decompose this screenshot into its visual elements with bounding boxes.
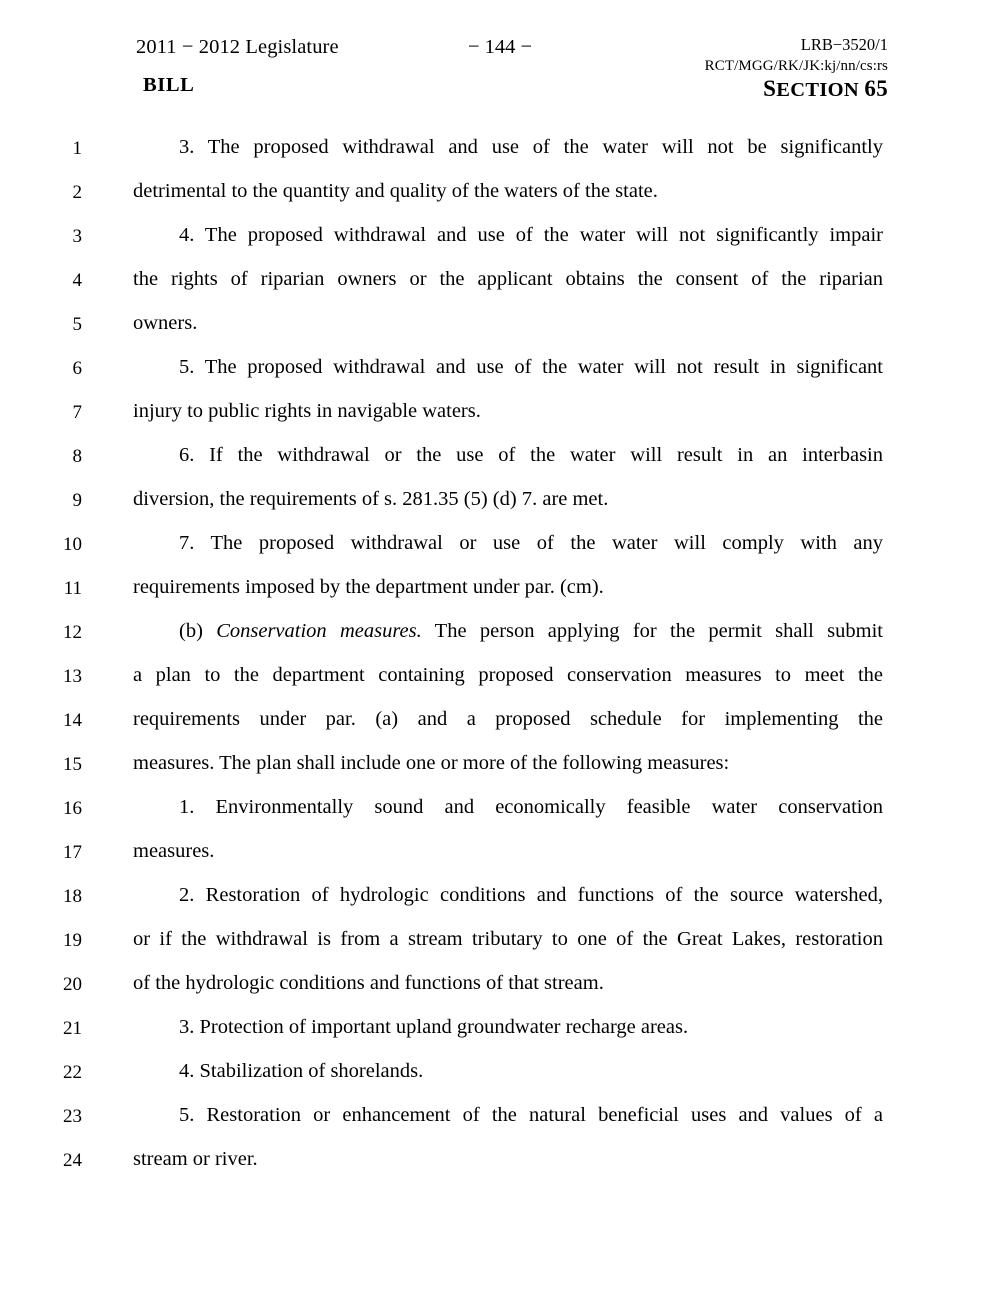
line-segment: measures.	[133, 840, 215, 862]
line-content	[133, 972, 883, 995]
text-line	[0, 172, 1000, 216]
line-content	[133, 1060, 883, 1083]
line-segment: 3. Protection of important upland groundwater recharge areas.	[179, 1016, 689, 1038]
text-line	[0, 216, 1000, 260]
text-line	[0, 788, 1000, 832]
line-content	[133, 312, 883, 335]
text-line	[0, 304, 1000, 348]
line-number: 7	[72, 402, 82, 423]
line-number: 16	[63, 798, 82, 819]
line-content	[133, 532, 883, 555]
text-line	[0, 612, 1000, 656]
line-segment: injury to public rights in navigable waters.	[133, 400, 481, 422]
line-number: 2	[72, 182, 82, 203]
line-number: 22	[63, 1062, 82, 1083]
text-line	[0, 568, 1000, 612]
line-segment: requirements imposed by the department under par. (cm).	[133, 576, 604, 598]
text-line	[0, 524, 1000, 568]
line-number: 20	[63, 974, 82, 995]
line-segment: or if the withdrawal is from a stream tributary to one of the Great Lakes, restoration	[133, 928, 883, 950]
text-line	[0, 480, 1000, 524]
line-content	[133, 1104, 883, 1127]
bill-text-body	[0, 128, 1000, 1184]
line-number: 18	[63, 886, 82, 907]
line-number: 24	[63, 1150, 82, 1171]
document-type-label: BILL	[143, 74, 195, 96]
line-content	[133, 488, 883, 511]
line-content	[133, 1148, 883, 1171]
line-segment: 4. The proposed withdrawal and use of the water will not significantly impair	[179, 224, 883, 246]
line-number: 10	[63, 534, 82, 555]
line-segment: diversion, the requirements of s. 281.35 (5) (d) 7. are met.	[133, 488, 609, 510]
line-segment: a plan to the department containing proposed conservation measures to meet the	[133, 664, 883, 686]
line-number: 1	[72, 138, 82, 159]
line-segment: 6. If the withdrawal or the use of the water will result in an interbasin	[179, 444, 883, 466]
line-segment: 7. The proposed withdrawal or use of the water will comply with any	[179, 532, 883, 554]
text-line	[0, 128, 1000, 172]
section-word-rest: ECTION	[776, 79, 859, 101]
text-line	[0, 1096, 1000, 1140]
line-segment: stream or river.	[133, 1148, 258, 1170]
text-line	[0, 876, 1000, 920]
text-line	[0, 744, 1000, 788]
line-content	[133, 840, 883, 863]
line-segment: 4. Stabilization of shorelands.	[179, 1060, 424, 1082]
line-content	[133, 884, 883, 907]
legislature-session: 2011 − 2012 Legislature	[136, 36, 339, 58]
line-number: 4	[72, 270, 82, 291]
text-line	[0, 920, 1000, 964]
line-content	[133, 664, 883, 687]
line-content	[133, 796, 883, 819]
section-word-lead: S	[763, 76, 777, 101]
line-segment: 5. The proposed withdrawal and use of the water will not result in significant	[179, 356, 883, 378]
line-number: 21	[63, 1018, 82, 1039]
page-number: − 144 −	[467, 36, 533, 58]
line-segment: The person applying for the permit shall submit	[421, 620, 883, 642]
text-line	[0, 832, 1000, 876]
line-content	[133, 620, 883, 643]
text-line	[0, 1008, 1000, 1052]
text-line	[0, 656, 1000, 700]
line-content	[133, 180, 883, 203]
section-number: 65	[864, 76, 888, 101]
draft-identifier	[548, 34, 888, 77]
line-number: 13	[63, 666, 82, 687]
line-number: 5	[72, 314, 82, 335]
text-line	[0, 348, 1000, 392]
line-content	[133, 708, 883, 731]
line-segment: (b)	[179, 620, 217, 642]
line-number: 12	[63, 622, 82, 643]
line-segment: 5. Restoration or enhancement of the natural beneficial uses and values of a	[179, 1104, 883, 1126]
line-content	[133, 752, 883, 775]
line-segment: 1. Environmentally sound and economically feasible water conservation	[179, 796, 883, 818]
line-content	[133, 224, 883, 247]
italic-heading-phrase: Conservation measures.	[216, 620, 422, 642]
line-number: 6	[72, 358, 82, 379]
line-segment: owners.	[133, 312, 198, 334]
line-number: 14	[63, 710, 82, 731]
line-content	[133, 576, 883, 599]
text-line	[0, 392, 1000, 436]
line-number: 23	[63, 1106, 82, 1127]
section-heading	[763, 76, 888, 102]
line-content	[133, 1016, 883, 1039]
line-content	[133, 928, 883, 951]
line-segment: 3. The proposed withdrawal and use of the water will not be significantly	[179, 136, 883, 158]
line-number: 19	[63, 930, 82, 951]
text-line	[0, 260, 1000, 304]
page-header	[0, 30, 1000, 110]
text-line	[0, 436, 1000, 480]
line-segment: 2. Restoration of hydrologic conditions and functions of the source watershed,	[179, 884, 883, 906]
text-line	[0, 1052, 1000, 1096]
lrb-number: LRB−3520/1	[800, 35, 888, 54]
drafter-initials: RCT/MGG/RK/JK:kj/nn/cs:rs	[704, 58, 888, 75]
line-segment: the rights of riparian owners or the applicant obtains the consent of the riparian	[133, 268, 883, 290]
text-line	[0, 700, 1000, 744]
line-content	[133, 400, 883, 423]
line-segment: requirements under par. (a) and a proposed schedule for implementing the	[133, 708, 883, 730]
line-content	[133, 356, 883, 379]
line-segment: of the hydrologic conditions and functions of that stream.	[133, 972, 604, 994]
text-line	[0, 1140, 1000, 1184]
line-content	[133, 136, 883, 159]
line-number: 17	[63, 842, 82, 863]
line-segment: detrimental to the quantity and quality of the waters of the state.	[133, 180, 658, 202]
line-number: 8	[72, 446, 82, 467]
text-line	[0, 964, 1000, 1008]
line-number: 3	[72, 226, 82, 247]
line-segment: measures. The plan shall include one or more of the following measures:	[133, 752, 730, 774]
line-number: 11	[63, 578, 82, 599]
line-number: 9	[72, 490, 82, 511]
line-content	[133, 268, 883, 291]
line-content	[133, 444, 883, 467]
line-number: 15	[63, 754, 82, 775]
